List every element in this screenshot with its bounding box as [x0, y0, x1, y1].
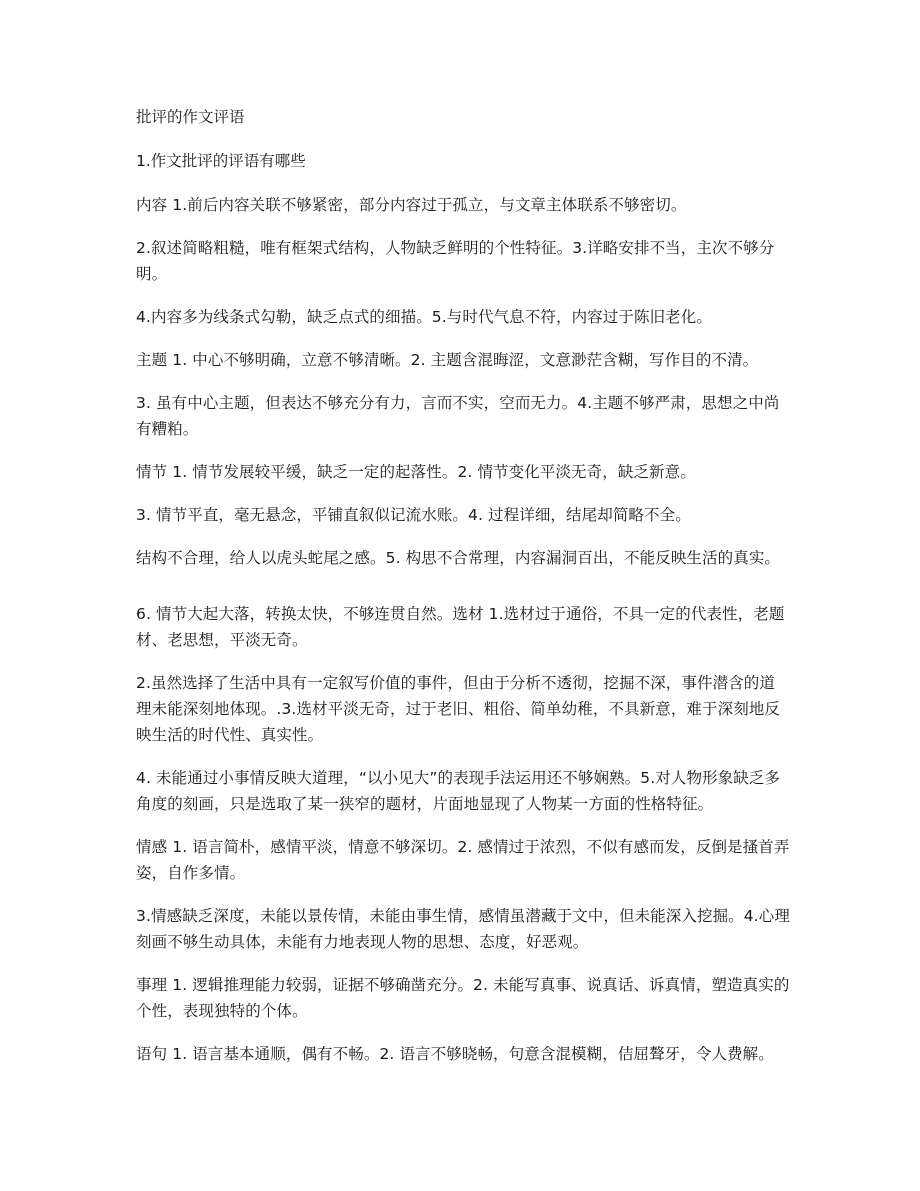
paragraph-theme-1: 主题 1. 中心不够明确，立意不够清晰。2. 主题含混晦涩，文意渺茫含糊，写作目的不清。 [136, 351, 759, 369]
paragraph-material-2: 2.虽然选择了生活中具有一定叙写价值的事件，但由于分析不透彻，挖掘不深，事件潜含的道理未能深刻地体现。.3.选材平淡无奇，过于老旧、粗俗、简单幼稚，不具新意，难于深刻地反映生活的时代性、真实性。 [136, 674, 781, 744]
paragraph-sentence: 语句 1. 语言基本通顺，偶有不畅。2. 语言不够晓畅，句意含混模糊，佶屈聱牙，令人费解。 [136, 1045, 774, 1063]
paragraph-material-1: 6. 情节大起大落，转换太快，不够连贯自然。选材 1.选材过于通俗，不具一定的代表性，老题材、老思想，平淡无奇。 [136, 605, 785, 649]
paragraph-emotion-1: 情感 1. 语言简朴，感情平淡，情意不够深切。2. 感情过于浓烈，不似有感而发，反倒是搔首弄姿，自作多情。 [136, 838, 790, 882]
paragraph-content-2: 2.叙述简略粗糙，唯有框架式结构，人物缺乏鲜明的个性特征。3.详略安排不当，主次不够分明。 [136, 239, 775, 283]
paragraph-material-3: 4. 未能通过小事情反映大道理，“以小见大”的表现手法运用还不够娴熟。5.对人物形象缺乏多角度的刻画，只是选取了某一狭窄的题材，片面地显现了人物某一方面的性格特征。 [136, 769, 781, 813]
paragraph-content-1: 内容 1.前后内容关联不够紧密，部分内容过于孤立，与文章主体联系不够密切。 [136, 196, 687, 214]
paragraph-plot-2: 3. 情节平直，毫无悬念，平铺直叙似记流水账。4. 过程详细，结尾却简略不全。 [136, 506, 691, 524]
paragraph-reasoning: 事理 1. 逻辑推理能力较弱，证据不够确凿充分。2. 未能写真事、说真话、诉真情，塑造真实的个性，表现独特的个体。 [136, 976, 790, 1020]
section-heading: 1.作文批评的评语有哪些 [136, 152, 306, 170]
paragraph-structure: 结构不合理，给人以虎头蛇尾之感。5. 构思不合常理，内容漏洞百出，不能反映生活的真实。 [136, 549, 781, 567]
paragraph-theme-2: 3. 虽有中心主题，但表达不够充分有力，言而不实，空而无力。4.主题不够严肃，思想之中尚有糟粕。 [136, 394, 780, 438]
paragraph-emotion-2: 3.情感缺乏深度，未能以景传情，未能由事生情，感情虽潜藏于文中，但未能深入挖掘。4.心理刻画不够生动具体，未能有力地表现人物的思想、态度，好恶观。 [136, 907, 790, 951]
document-title: 批评的作文评语 [136, 108, 245, 126]
paragraph-plot-1: 情节 1. 情节发展较平缓，缺乏一定的起落性。2. 情节变化平淡无奇，缺乏新意。 [136, 463, 696, 481]
paragraph-content-3: 4.内容多为线条式勾勒，缺乏点式的细描。5.与时代气息不符，内容过于陈旧老化。 [136, 308, 712, 326]
